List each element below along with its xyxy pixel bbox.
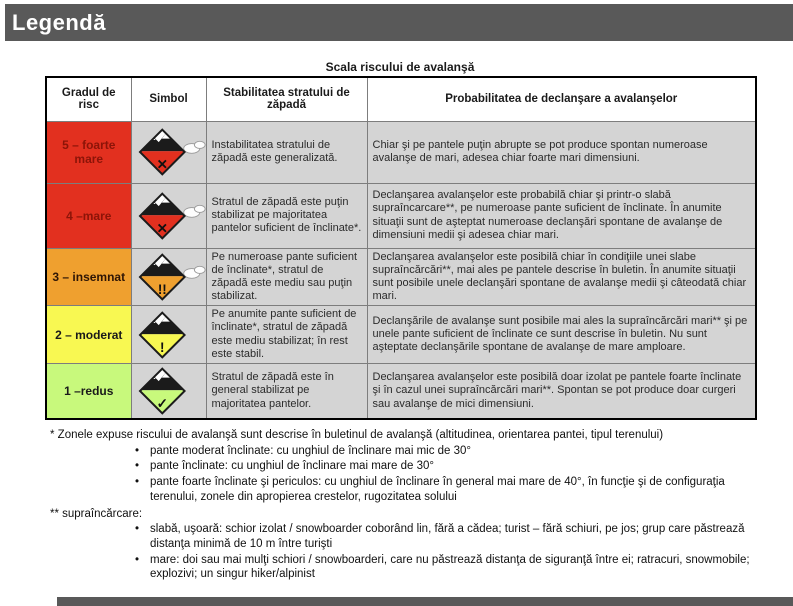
- table-row: [46, 364, 756, 420]
- avalanche-risk-4-icon: [137, 191, 209, 241]
- col-header-risk-grade: Gradul de risc: [46, 77, 131, 121]
- stability-cell: Instabilitatea stratului de zăpadă este generalizată.: [206, 121, 367, 183]
- footnote-overload: ** supraîncărcare:: [50, 507, 143, 520]
- footnotes: [50, 428, 755, 583]
- avalanche-risk-3-icon: [137, 252, 209, 302]
- risk-symbol-cell: [131, 121, 206, 183]
- risk-grade-cell: [46, 183, 131, 248]
- legend-content: [45, 60, 755, 420]
- table-header-row: [46, 77, 756, 121]
- list-item: • pante foarte înclinate şi periculos: cu unghiul de înclinare în general mai mare de 40°, în funcţie şi de configuraţia terenului, zonele din apropierea crestelor, rugozitatea solului: [150, 475, 755, 504]
- risk-symbol-cell: [131, 364, 206, 420]
- stability-cell: Stratul de zăpadă este în general stabilizat pe majoritatea pantelor.: [206, 364, 367, 420]
- risk-symbol-cell: [131, 306, 206, 364]
- avalanche-risk-5-icon: [137, 127, 209, 177]
- next-section-bar: [57, 597, 793, 606]
- probability-cell: Declanşarea avalanşelor este probabilă chiar şi printr-o slabă supraîncarcare**, pe numeroase pante suficient de înclinate. În anumite situaţii sunt de aşteptat numeroase declanşări spontane de avalanşe de dimensiuni medii şi adesea chiar mari.: [367, 183, 756, 248]
- risk-mark: ✕: [156, 220, 168, 236]
- section-header-bar: [5, 4, 793, 41]
- risk-grade-label: 1 –redus: [64, 384, 114, 398]
- risk-grade-label: 2 – moderat: [55, 327, 123, 342]
- footnote-exposed-zones: * Zonele expuse riscului de avalanşă sunt descrise în buletinul de avalanşă (altitudinea, orientarea pantei, tipul terenului): [50, 429, 664, 441]
- probability-cell: Chiar şi pe pantele puţin abrupte se pot produce spontan numeroase avalanşe de mari, adesea chiar foarte mari dimensiuni.: [367, 121, 756, 183]
- risk-grade-label: 5 – foarte mare: [62, 138, 116, 166]
- cloud-icon: [183, 141, 204, 153]
- avalanche-risk-1-icon: [137, 366, 209, 416]
- col-header-stability: Stabilitatea stratului de zăpadă: [206, 77, 367, 121]
- probability-cell: Declanşarea avalanşelor este posibilă chiar în condiţiile unei slabe supraîncărcări**, mai ales pe pantele descrise în buletin. În anumite situaţii sunt posibile unele declanşări spontane de avalanşe medii şi câteodată chiar mari.: [367, 248, 756, 306]
- risk-symbol-cell: [131, 248, 206, 306]
- cloud-icon: [183, 205, 204, 217]
- col-header-probability: Probabilitatea de declanşare a avalanşelor: [367, 77, 756, 121]
- table-title: Scala riscului de avalanşă: [325, 60, 475, 74]
- table-row: [46, 248, 756, 306]
- risk-mark: ✕: [156, 156, 168, 172]
- table-row: [46, 183, 756, 248]
- risk-grade-cell: [46, 248, 131, 306]
- risk-grade-cell: [46, 306, 131, 364]
- risk-grade-label: 3 – insemnat: [52, 269, 126, 284]
- risk-mark: ✓: [156, 395, 168, 411]
- stability-cell: Stratul de zăpadă este puţin stabilizat pe majoritatea pantelor suficient de înclinate*.: [206, 183, 367, 248]
- list-item: • pante înclinate: cu unghiul de înclinare mai mare de 30°: [150, 459, 755, 474]
- page-title: Legendă: [12, 9, 106, 35]
- risk-grade-label: 4 –mare: [66, 208, 112, 223]
- risk-grade-cell: [46, 364, 131, 420]
- col-header-symbol: Simbol: [131, 77, 206, 121]
- stability-cell: Pe anumite pante suficient de înclinate*, stratul de zăpadă este mediu stabilizat; în rest este stabil.: [206, 306, 367, 364]
- risk-mark: !: [159, 339, 165, 355]
- avalanche-risk-table: [45, 76, 757, 420]
- probability-cell: Declanşarea avalanşelor este posibilă doar izolat pe pantele foarte înclinate şi în cazul unei supraîncărcări mari**. Spontan se pot produce doar curgeri sau avalanşe de mici dimensiuni.: [367, 364, 756, 420]
- table-row: [46, 306, 756, 364]
- list-item: • pante moderat înclinate: cu unghiul de înclinare mai mic de 30°: [150, 444, 755, 459]
- stability-cell: Pe numeroase pante suficient de înclinate*, stratul de zăpadă este mediu sau puţin stabilizat.: [206, 248, 367, 306]
- risk-mark: !!: [157, 281, 167, 297]
- cloud-icon: [183, 266, 204, 278]
- list-item: • mare: doi sau mai mulţi schiori / snowboarderi, care nu păstrează distanţa de siguranţă între ei; ratracuri, snowmobile; explozivi; un singur hiker/alpinist: [150, 553, 755, 582]
- avalanche-risk-2-icon: [137, 310, 209, 360]
- overload-types-list: [50, 522, 755, 582]
- probability-cell: Declanşările de avalanşe sunt posibile mai ales la supraîncărcări mari** şi pe unele pante suficient de înclinate ce sunt descrise în buletin. Nu sunt aşteptate declanşările spontane de avalanşe de mare amploare.: [367, 306, 756, 364]
- risk-grade-cell: [46, 121, 131, 183]
- risk-symbol-cell: [131, 183, 206, 248]
- table-row: [46, 121, 756, 183]
- list-item: • slabă, uşoară: schior izolat / snowboarder coborând lin, fără a cădea; turist – fără schiuri, pe jos; grup care păstrează distanţa minimă de 10 m între turişti: [150, 522, 755, 551]
- slope-types-list: [50, 444, 755, 505]
